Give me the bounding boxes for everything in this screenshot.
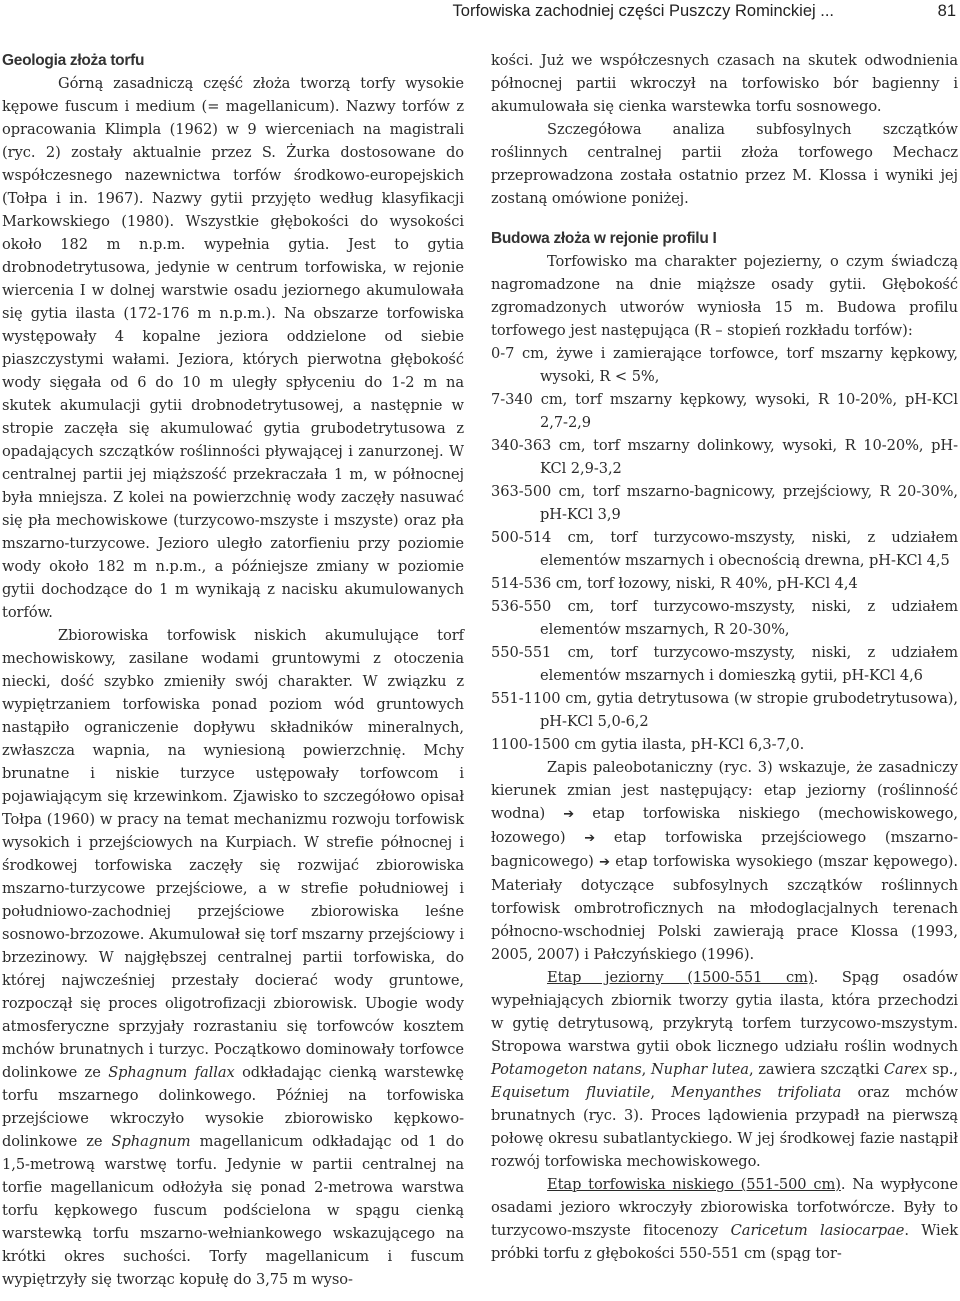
paragraph-geology: Górną zasadniczą część złoża tworzą torfy wysokie kępowe fuscum i medium (= magellanicum). Nazwy torfów z opracowania Klimpla (1962) w 9 wierceniach na magistrali (ryc. 2) zostały aktualnie przez S. Żurka dostosowane do współczesnego nazewnictwa torfów środkowo-europejskich (Tołpa i in. 1967). Nazwy gytii przyjęto według klasyfikacji Markowskiego (1980). Wszystkie głębokości do wysokości około 182 m n.p.m. wypełnia gytia. Jest to gytia drobnodetrytusowa, jedynie w centrum torfowiska, w rejonie wiercenia I w dolnej warstwie osadu jeziornego akumulowała się gytia ilasta (172-176 m n.p.m.). Na obszarze torfowiska występowały 4 kopalne jeziora oddzielone od siebie piaszczystymi wałami. Jeziora, których pierwotna głębokość wody sięgała od 6 do 10 m uległy spłyceniu do 1-2 m na skutek akumulacji gytii drobnodetrytusowej, a następnie w stropie zaczęła się akumulować gytia grubodetrytusowa z opadających szczątków roślinności pływającej i zanurzonej. W centralnej partii jej miąższość przekraczała 1 m, w północnej była mniejsza. Z kolei na powierzchnię wody zaczęły nasuwać się pła mechowiskowe (turzycowo-mszyste i mszyste) oraz pła mszarno-turzycowe. Jezioro uległo zatorfieniu przy poziomie wody około 182 m n.p.m., a późniejsze zmiany w poziomie gytii dochodzące do 1 m wynikają z nacisku akumulowanych torfów. — [2, 75, 464, 621]
text-run: odkładając cienką warstewkę torfu mszarnego dolinkowego. Później na torfowiska przejściowe wkroczyło wysokie zbiorowisko kępkowo-dolinkowe ze — [2, 1064, 464, 1150]
paragraph-analysis: Szczegółowa analiza subfosylnych szczątków roślinnych centralnej partii złoża torfowego Mechacz przeprowadzona została ostatnio przez M. Klossa i wyniki jej zostaną omówione poniżej. — [491, 121, 958, 207]
taxon-name: Carex — [883, 1061, 928, 1078]
layer-item: 551-1100 cm, gytia detrytusowa (w stropie grubodetrytusowa), pH-KCl 5,0-6,2 — [491, 690, 958, 730]
paragraph-profile-intro: Torfowisko ma charakter pojezierny, o czym świadczą nagromadzone na dnie miąższe osady gytii. Głębokość zgromadzonych utworów wyniosła 15 m. Budowa profilu torfowego jest następująca (R – stopień rozkładu torfów): — [491, 253, 958, 339]
section-heading-geology: Geologia złoża torfu — [2, 52, 145, 69]
text-run: sp., — [927, 1061, 958, 1078]
text-run: etap torfowiska wysokiego (mszar kępowego). Materiały dotyczące subfosylnych szczątków roślinnych torfowisk ombrotroficznych na młodoglacjalnych terenach północno-wschodniej Polski zawierają prace Klossa (1993, 2005, 2007) i Pałczyńskiego (1996). — [491, 853, 958, 963]
paragraph-communities — [2, 624, 464, 1291]
text-run: , — [650, 1084, 672, 1101]
paragraph-continuation: kości. Już we współczesnych czasach na skutek odwodnienia północnej partii wkroczył na torfowisko bór bagienny i akumulowała się cienka warstewka torfu sosnowego. — [491, 52, 958, 115]
layer-item: 500-514 cm, torf turzycowo-mszysty, niski, z udziałem elementów mszarnych i obecnością drewna, pH-KCl 4,5 — [491, 529, 958, 569]
text-run: Zbiorowiska torfowisk niskich akumulujące torf mechowiskowy, zasilane wodami gruntowymi z otoczenia niecki, dość szybko zmieniły swój charakter. W związku z wypiętrzaniem torfowiska ponad poziom wód gruntowych nastąpiło ograniczenie dopływu składników mineralnych, zwłaszcza wapnia, na wyniesioną powierzchnię. Mchy brunatne i niskie turzyce ustępowały torfowcom i pojawiającym się krzewinkom. Zjawisko to szczegółowo opisał Tołpa (1960) w pracy na temat mechanizmu rozwoju torfowisk wysokich i przejściowych na Kurpiach. W strefie północnej i środkowej torfowiska zaczęły się rozwijać zbiorowiska mszarno-turzycowe przejściowe, a w strefie południowej i południowo-zachodniej przejściowe zbiorowiska leśne sosnowo-brzozowe. Akumulował się torf mszarny przejściowy i brzezinowy. W najgłębszej centralnej partii torfowiska, do której najwcześniej przestały docierać wody gruntowe, rozpoczął się proces oligotrofizacji zbiorowisk. Ubogie wody atmosferyczne sprzyjały rozrastaniu się torfowców kosztem mchów brunatnych i turzyc. Początkowo dominowały torfowce dolinkowe ze — [2, 627, 464, 1081]
layer-item: 7-340 cm, torf mszarny kępkowy, wysoki, R 10-20%, pH-KCl 2,7-2,9 — [491, 391, 958, 431]
running-title: Torfowiska zachodniej części Puszczy Rominckiej ... — [452, 2, 834, 20]
spacer — [491, 210, 958, 227]
text-run: . Spąg osadów wypełniających zbiornik tworzy gytia ilasta, która przechodzi w gytię detrytusową, przykrytą torfem turzycowo-mszystym. Stropowa warstwa gytii obok licznego udziału roślin wodnych — [491, 969, 958, 1055]
taxon-name: Sphagnum — [111, 1133, 191, 1150]
paragraph-lake-stage — [491, 966, 958, 1173]
text-run: , zawiera szczątki — [748, 1061, 884, 1078]
layer-item: 514-536 cm, torf łozowy, niski, R 40%, pH-KCl 4,4 — [491, 575, 858, 592]
stage-label-fen: Etap torfowiska niskiego (551-500 cm) — [547, 1176, 841, 1193]
stage-label-lake: Etap jeziorny (1500-551 cm) — [547, 969, 814, 986]
taxon-name: Equisetum fluviatile — [491, 1084, 651, 1101]
taxon-name: Menyanthes trifoliata — [671, 1084, 842, 1101]
text-run: etap torfowiska niskiego (mechowiskowego, łozowego) — [491, 805, 959, 846]
arrow-right-icon: ➔ — [599, 855, 610, 870]
page-number: 81 — [937, 2, 956, 20]
layer-item: 0-7 cm, żywe i zamierające torfowce, torf mszarny kępkowy, wysoki, R < 5%, — [491, 345, 958, 385]
text-run: . Wiek próbki torfu z głębokości 550-551 cm (spąg tor- — [491, 1222, 958, 1262]
running-header — [0, 0, 960, 30]
text-run: oraz mchów brunatnych (ryc. 3). Proces lądowienia przypadł na pierwszą połowę okresu subatlantyckiego. W jej środkowej fazie nastąpił rozwój torfowiska mechowiskowego. — [491, 1084, 958, 1170]
layer-item: 536-550 cm, torf turzycowo-mszysty, niski, z udziałem elementów mszarnych, R 20-30%, — [491, 598, 958, 638]
layer-item: 550-551 cm, torf turzycowo-mszysty, niski, z udziałem elementów mszarnych i domieszką gytii, pH-KCl 4,6 — [491, 644, 958, 684]
paragraph-paleobotany — [491, 756, 958, 966]
right-column — [491, 49, 958, 1265]
taxon-name: Sphagnum fallax — [108, 1064, 235, 1081]
arrow-right-icon: ➔ — [584, 831, 596, 846]
layer-item: 1100-1500 cm gytia ilasta, pH-KCl 6,3-7,0. — [491, 736, 805, 753]
layer-item: 340-363 cm, torf mszarny dolinkowy, wysoki, R 10-20%, pH-KCl 2,9-3,2 — [491, 437, 958, 477]
text-run: magellanicum odkładając od 1 do 1,5-metrową warstwę torfu. Jedynie w partii centralnej na torfie magellanicum odłożyła się ponad 2-metrowa warstwa torfu kępkowego fuscum podścielona w spągu cienką warstewką torfu mszarno-wełniankowego wskazującego na krótki okres suchości. Torfy magellanicum i fuscum wypiętrzyły się tworząc kopułę do 3,75 m wyso- — [2, 1133, 465, 1288]
section-heading-profile: Budowa złoża w rejonie profilu I — [491, 230, 717, 247]
layer-list — [491, 342, 958, 756]
text-run: , — [641, 1061, 651, 1078]
left-column — [2, 49, 464, 1291]
arrow-right-icon: ➔ — [563, 807, 575, 822]
taxon-name: Nuphar lutea — [650, 1061, 749, 1078]
taxon-name: Potamogeton natans — [491, 1061, 642, 1078]
layer-item: 363-500 cm, torf mszarno-bagnicowy, przejściowy, R 20-30%, pH-KCl 3,9 — [491, 483, 958, 523]
taxon-name: Caricetum lasiocarpae — [730, 1222, 905, 1239]
text-run: . Na wypłycone osadami jezioro wkroczyły zbiorowiska torfotwórcze. Były to turzycowo-mszyste fitocenozy — [491, 1176, 958, 1239]
text-run: Zapis paleobotaniczny (ryc. 3) wskazuje, że zasadniczy kierunek zmian jest następujący: etap jeziorny (roślinność wodna) — [491, 759, 958, 822]
text-run: etap torfowiska przejściowego (mszarno-bagnicowego) — [491, 829, 958, 870]
paragraph-fen-stage — [491, 1173, 958, 1265]
